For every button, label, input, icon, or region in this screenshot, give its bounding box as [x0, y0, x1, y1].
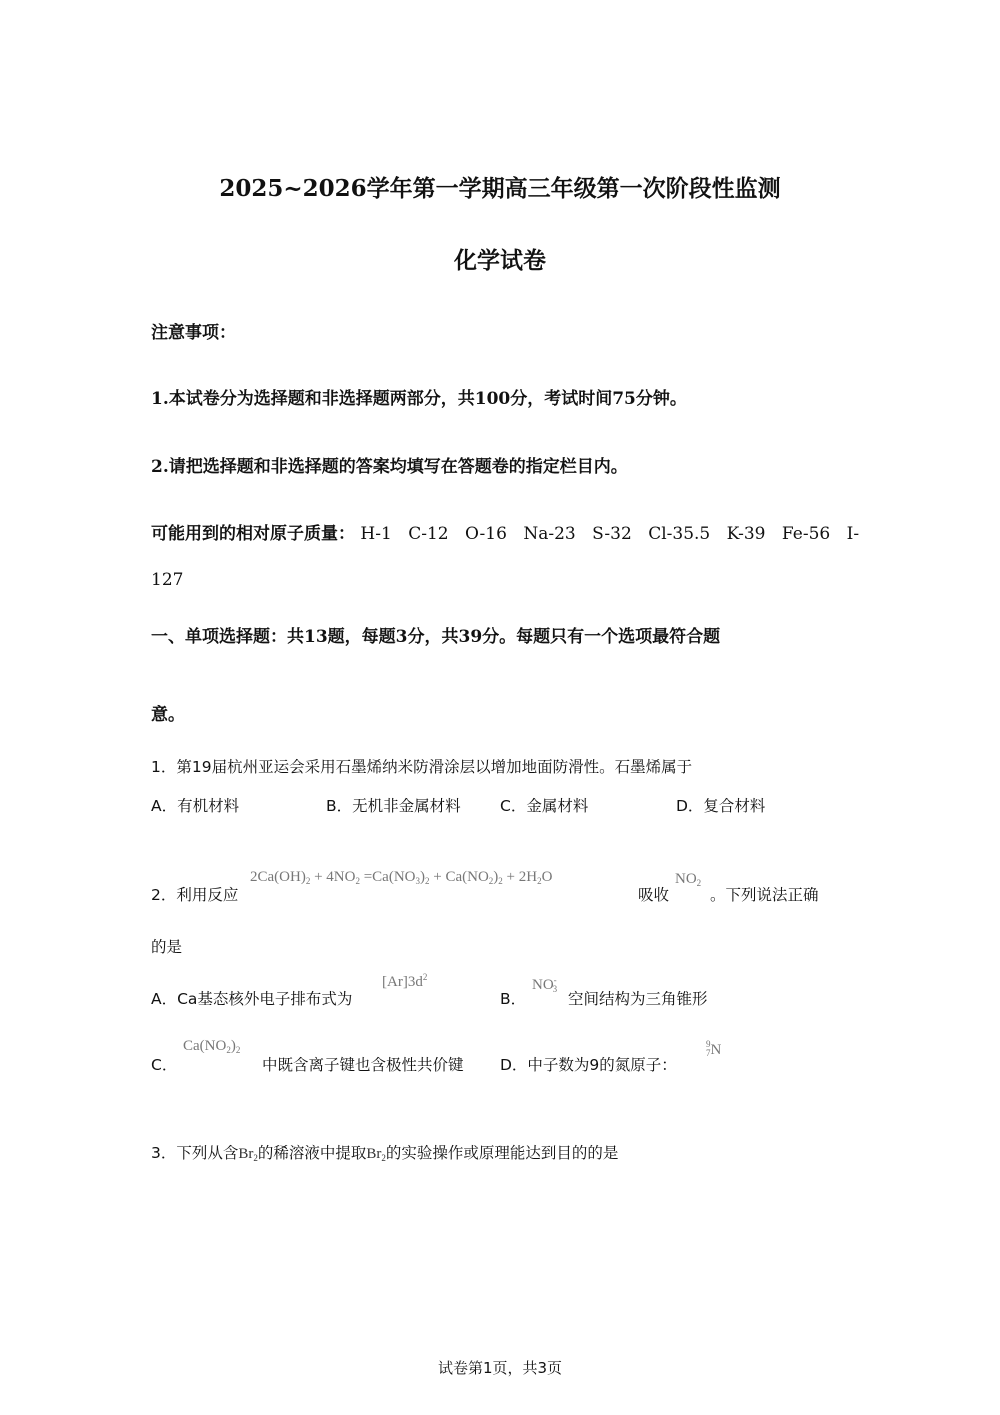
q2-option-c-label: C．	[151, 1056, 178, 1074]
q2-no2-formula: $NO_2$	[675, 871, 702, 888]
q2-option-b-label: B．	[500, 990, 527, 1008]
atomic-mass-values	[360, 524, 870, 544]
mass-i: I-	[846, 524, 860, 544]
q3-prefix: 3．下列从含	[151, 1144, 239, 1162]
q2-suffix: 。下列说法正确	[710, 886, 819, 904]
mass-cl: Cl-35.5	[648, 524, 711, 544]
section1-heading: 一、单项选择题：共13题，每题3分，共39分。每题只有一个选项最符合题	[151, 627, 721, 647]
q2-prefix: 2．利用反应	[151, 886, 239, 904]
notice-heading: 注意事项：	[151, 323, 236, 343]
q2-option-c-text: 中既含离子键也含极性共价键	[262, 1056, 464, 1074]
q3-br2-formula: $Br_2$	[238, 1146, 258, 1163]
notice-item-2: 2.请把选择题和非选择题的答案均填写在答题卷的指定栏目内。	[151, 457, 628, 477]
q3-br2-formula-2: $Br_2$	[366, 1146, 386, 1163]
q2-reaction-equation: $2Ca(OH)_2 + 4NO_2 =Ca(NO_3)_2 + Ca(NO_2)_2 + 2H_2O$	[250, 869, 553, 886]
mass-k: K-39	[726, 524, 766, 544]
exam-subject-title: 化学试卷	[454, 247, 546, 274]
section1-heading-cont: 意。	[151, 705, 185, 725]
q2-option-a-config: $[Ar]3d^2$	[382, 972, 428, 990]
atomic-mass-label: 可能用到的相对原子质量：	[151, 524, 355, 544]
q2-option-b-formula: $NO^-_3$	[532, 975, 558, 994]
mass-s: S-32	[592, 524, 632, 544]
page-footer: 试卷第1页，共3页	[437, 1359, 563, 1377]
q1-option-c: C．金属材料	[500, 797, 589, 815]
exam-title: 2025~2026学年第一学期高三年级第一次阶段性监测	[219, 175, 781, 202]
atomic-mass-line	[151, 519, 870, 544]
q1-option-d: D．复合材料	[676, 797, 766, 815]
q2-option-d: D．中子数为9的氮原子：	[500, 1056, 677, 1074]
q1-option-a: A．有机材料	[151, 797, 240, 815]
notice-item-1: 1.本试卷分为选择题和非选择题两部分，共100分，考试时间75分钟。	[151, 389, 687, 409]
q1-stem: 1．第19届杭州亚运会采用石墨烯纳米防滑涂层以增加地面防滑性。石墨烯属于	[151, 758, 693, 776]
mass-na: Na-23	[523, 524, 576, 544]
mass-fe: Fe-56	[781, 524, 831, 544]
q2-stem-cont: 的是	[151, 938, 183, 956]
q3-mid: 的稀溶液中提取	[257, 1144, 367, 1162]
q2-option-c-formula: $Ca(NO_2)_2$	[183, 1038, 241, 1055]
q2-option-b-text: 空间结构为三角锥形	[568, 990, 708, 1008]
q1-option-b: B．无机非金属材料	[326, 797, 461, 815]
q2-absorb: 吸收	[638, 886, 670, 904]
atomic-mass-wrap: 127	[151, 570, 184, 590]
mass-c: C-12	[408, 524, 449, 544]
q3-suffix: 的实验操作或原理能达到目的的是	[385, 1144, 619, 1162]
q3-stem	[151, 1141, 618, 1163]
mass-h: H-1	[360, 524, 392, 544]
q2-option-d-nuclide: 9 7N	[706, 1039, 722, 1058]
mass-o: O-16	[465, 524, 507, 544]
q2-option-a: A．Ca基态核外电子排布式为	[151, 990, 353, 1008]
